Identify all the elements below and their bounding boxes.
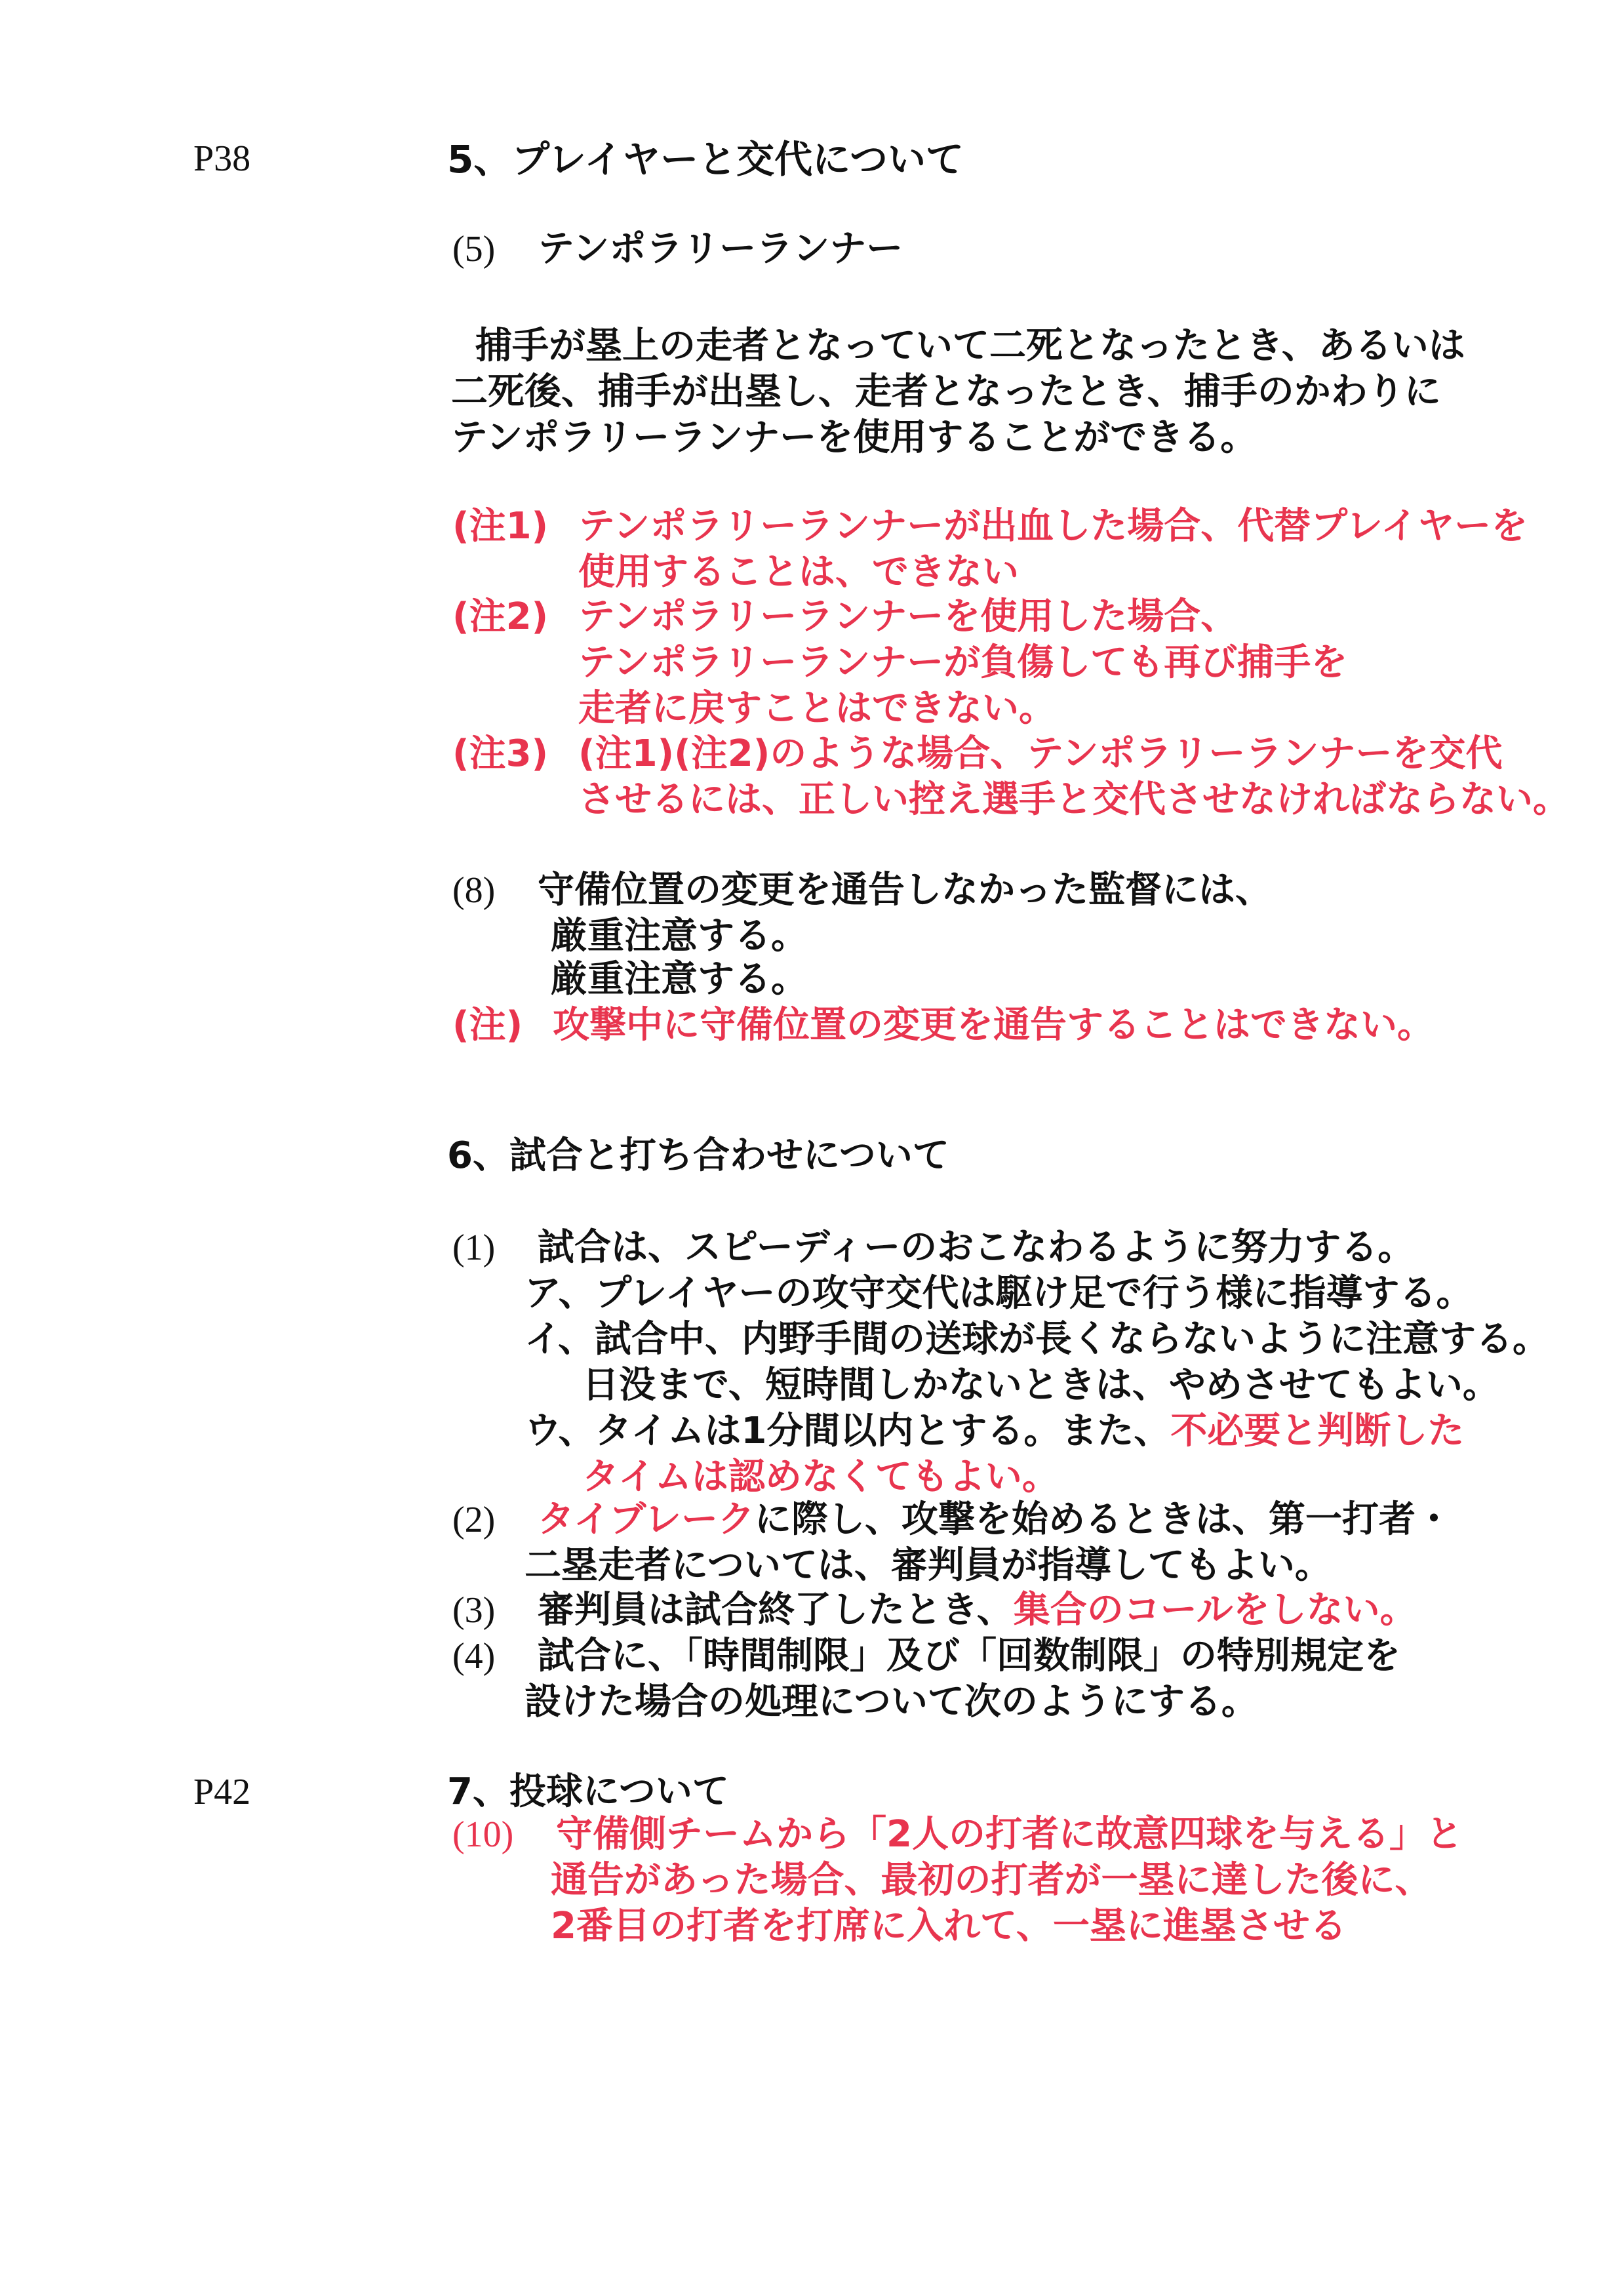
- sub5-body-line-2: 二死後、捕手が出塁し、走者となったとき、捕手のかわりに: [451, 370, 1441, 413]
- sub8-line-1: 守備位置の変更を通告しなかった監督には、: [538, 869, 1272, 911]
- note-2-label: (注2): [452, 595, 549, 638]
- page-label-p42: P42: [193, 1772, 251, 1812]
- sub8-line-3: 厳重注意する。: [551, 958, 808, 1001]
- item-3-red: 集合のコールをしない。: [1013, 1589, 1417, 1631]
- note-3-line-2: させるには、正しい控え選手と交代させなければならない。: [578, 778, 1570, 821]
- section-6-heading: 6、試合と打ち合わせについて: [447, 1134, 949, 1177]
- sub5-title: テンポラリーランナー: [538, 228, 903, 270]
- section-5-heading: 5、プレイヤーと交代について: [447, 137, 964, 182]
- item-10-line-1: 守備側チームから「2人の打者に故意四球を与える」と: [556, 1813, 1463, 1856]
- item-1-u-red-cont: タイムは認めなくてもよい。: [582, 1456, 1059, 1498]
- item-3-line: [538, 1589, 1417, 1631]
- item-10-line-3: 2番目の打者を打席に入れて、一塁に進塁させる: [551, 1905, 1347, 1947]
- note-3-line-1: (注1)(注2)のような場合、テンポラリーランナーを交代: [578, 732, 1503, 775]
- item-1-u: [525, 1410, 1465, 1452]
- item-10-line-2: 通告があった場合、最初の打者が一塁に達した後に、: [551, 1859, 1432, 1902]
- item-3-black: 審判員は試合終了したとき、: [538, 1589, 1014, 1631]
- item-1-a: ア、プレイヤーの攻守交代は駆け足で行う様に指導する。: [525, 1272, 1473, 1315]
- item-4-label: (4): [452, 1636, 496, 1677]
- item-2-line-1: [538, 1498, 1452, 1541]
- item-2-label: (2): [452, 1500, 496, 1540]
- item-4-line-2: 設けた場合の処理について次のようにする。: [525, 1681, 1258, 1723]
- note-2-line-2: テンポラリーランナーが負傷しても再び捕手を: [578, 641, 1348, 684]
- sub8-line-2: 厳重注意する。: [551, 915, 808, 957]
- sub5-body-line-1: 捕手が塁上の走者となっていて二死となったとき、あるいは: [475, 325, 1465, 367]
- note-2-line-1: テンポラリーランナーを使用した場合、: [578, 595, 1238, 638]
- sub8-label: (8): [452, 870, 496, 911]
- item-2-line-2: 二塁走者については、審判員が指導してもよい。: [525, 1544, 1332, 1587]
- item-1-i: イ、試合中、内野手間の送球が長くならないように注意する。: [525, 1318, 1549, 1361]
- page-label-p38: P38: [193, 138, 251, 179]
- note-1-line-1: テンポラリーランナーが出血した場合、代替プレイヤーを: [578, 505, 1528, 548]
- item-1-u-red: 不必要と判断した: [1170, 1410, 1465, 1452]
- item-1-u-black: ウ、タイムは1分間以内とする。また、: [525, 1410, 1171, 1452]
- section-7-heading: 7、投球について: [447, 1770, 729, 1813]
- sub5-body-line-3: テンポラリーランナーを使用することができる。: [451, 416, 1258, 459]
- item-2-black: に際し、攻撃を始めるときは、第一打者・: [754, 1498, 1452, 1541]
- item-2-red: タイブレーク: [538, 1498, 755, 1541]
- item-10-label: (10): [452, 1814, 514, 1855]
- note-1-label: (注1): [452, 505, 549, 548]
- item-1-text: 試合は、スピーディーのおこなわるように努力する。: [538, 1226, 1415, 1269]
- sub8-note: 攻撃中に守備位置の変更を通告することはできない。: [553, 1004, 1434, 1046]
- note-2-line-3: 走者に戻すことはできない。: [578, 687, 1056, 730]
- item-4-line-1: 試合に、「時間制限」及び「回数制限」の特別規定を: [538, 1635, 1400, 1677]
- sub8-note-label: (注): [452, 1004, 523, 1046]
- item-3-label: (3): [452, 1590, 496, 1631]
- sub5-label: (5): [452, 229, 496, 269]
- item-1-i-cont: 日没まで、短時間しかないときは、やめさせてもよい。: [582, 1364, 1499, 1406]
- note-3-label: (注3): [452, 732, 549, 775]
- item-1-label: (1): [452, 1227, 496, 1268]
- note-1-line-2: 使用することは、できない: [578, 551, 1019, 593]
